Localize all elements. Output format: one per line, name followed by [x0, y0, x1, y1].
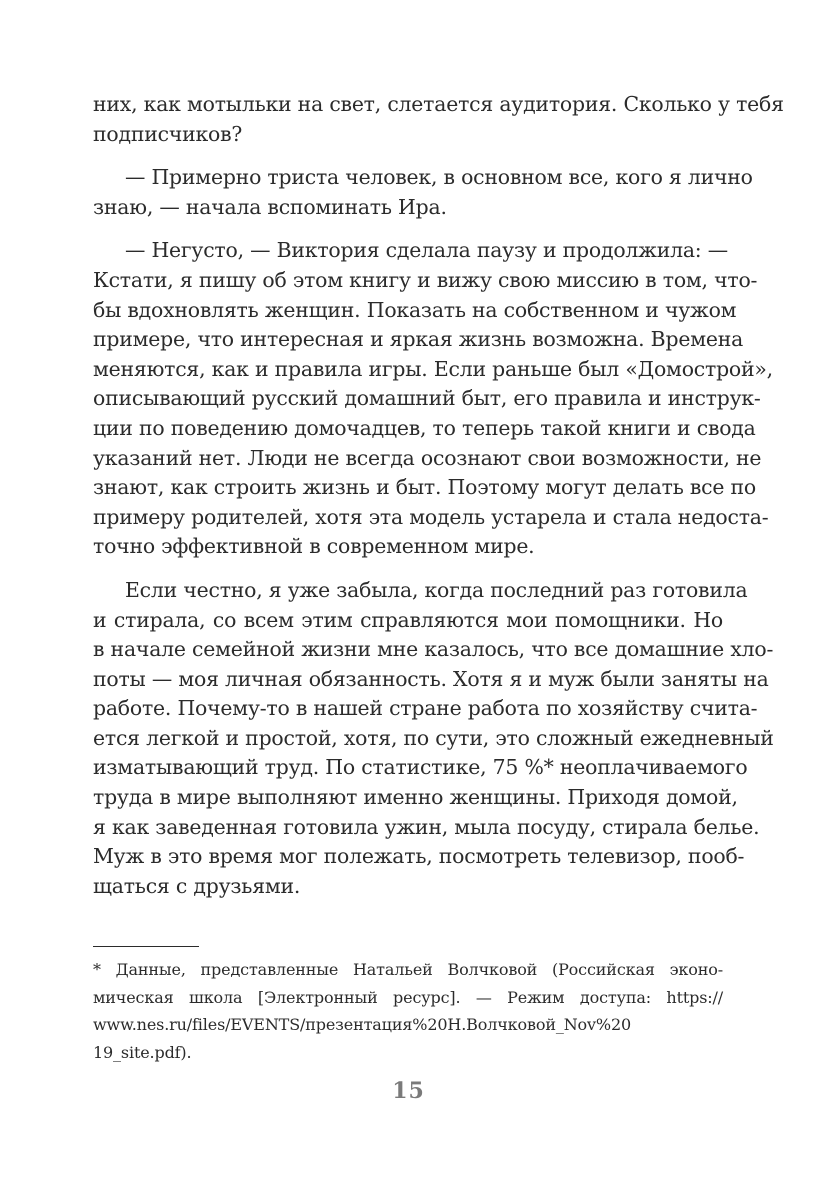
text-line: изматывающий труд. По статистике, 75 %* неоплачиваемого	[93, 755, 748, 780]
page-body	[93, 90, 784, 915]
text-line: в начале семейной жизни мне казалось, что все домашние хло-	[93, 637, 774, 662]
page-number: 15	[392, 1078, 425, 1104]
text-line: них, как мотыльки на свет, слетается аудитория. Сколько у тебя	[93, 92, 784, 116]
text-line: подписчиков?	[93, 121, 243, 146]
footnote-line: www.nes.ru/files/EVENTS/презентация%20Н.Волчковой_Nov%20	[93, 1015, 632, 1035]
paragraph-1	[93, 90, 784, 149]
footnote-line: 19_site.pdf).	[93, 1042, 192, 1062]
text-line: описывающий русский домашний быт, его правила и инструк-	[93, 386, 761, 411]
text-line: Если честно, я уже забыла, когда последний раз готовила	[125, 577, 748, 602]
footnote-divider	[93, 946, 199, 947]
text-line: труда в мире выполняют именно женщины. Приходя домой,	[93, 785, 738, 810]
text-line: указаний нет. Люди не всегда осознают свои возможности, не	[93, 445, 762, 470]
text-line: я как заведенная готовила ужин, мыла посуду, стирала белье.	[93, 814, 760, 839]
text-line: — Примерно триста человек, в основном все, кого я лично	[125, 165, 753, 190]
text-line: поты — моя личная обязанность. Хотя я и муж были заняты на	[93, 666, 769, 691]
footnote-line: мическая школа [Электронный ресурс]. — Режим доступа: https://	[93, 987, 723, 1007]
text-line: знают, как строить жизнь и быт. Поэтому могут делать все по	[93, 475, 757, 500]
text-line: меняются, как и правила игры. Если раньше был «Домострой»,	[93, 356, 773, 381]
text-line: примере, что интересная и яркая жизнь возможна. Времена	[93, 327, 744, 352]
text-line: бы вдохновлять женщин. Показать на собственном и чужом	[93, 297, 737, 322]
text-line: работе. Почему-то в нашей стране работа по хозяйству счита-	[93, 696, 758, 721]
paragraph-2	[93, 163, 753, 222]
text-line: — Негусто, — Виктория сделала паузу и продолжила: —	[125, 238, 728, 263]
text-line: примеру родителей, хотя эта модель устарела и стала недоста-	[93, 504, 769, 529]
paragraph-3	[93, 236, 773, 562]
text-line: щаться с друзьями.	[93, 873, 301, 898]
text-line: Муж в это время мог полежать, посмотреть телевизор, пооб-	[93, 844, 745, 869]
text-line: точно эффективной в современном мире.	[93, 534, 535, 559]
footnote-line: * Данные, представленные Натальей Волчковой (Российская эконо-	[93, 960, 723, 979]
footnote	[93, 956, 723, 1066]
text-line: и стирала, со всем этим справляются мои помощники. Но	[93, 607, 723, 632]
text-line: ется легкой и простой, хотя, по сути, это сложный ежедневный	[93, 725, 774, 750]
paragraph-4	[93, 576, 774, 902]
text-line: знаю, — начала вспоминать Ира.	[93, 194, 447, 219]
text-line: Кстати, я пишу об этом книгу и вижу свою миссию в том, что-	[93, 267, 758, 292]
text-line: ции по поведению домочадцев, то теперь такой книги и свода	[93, 415, 756, 440]
